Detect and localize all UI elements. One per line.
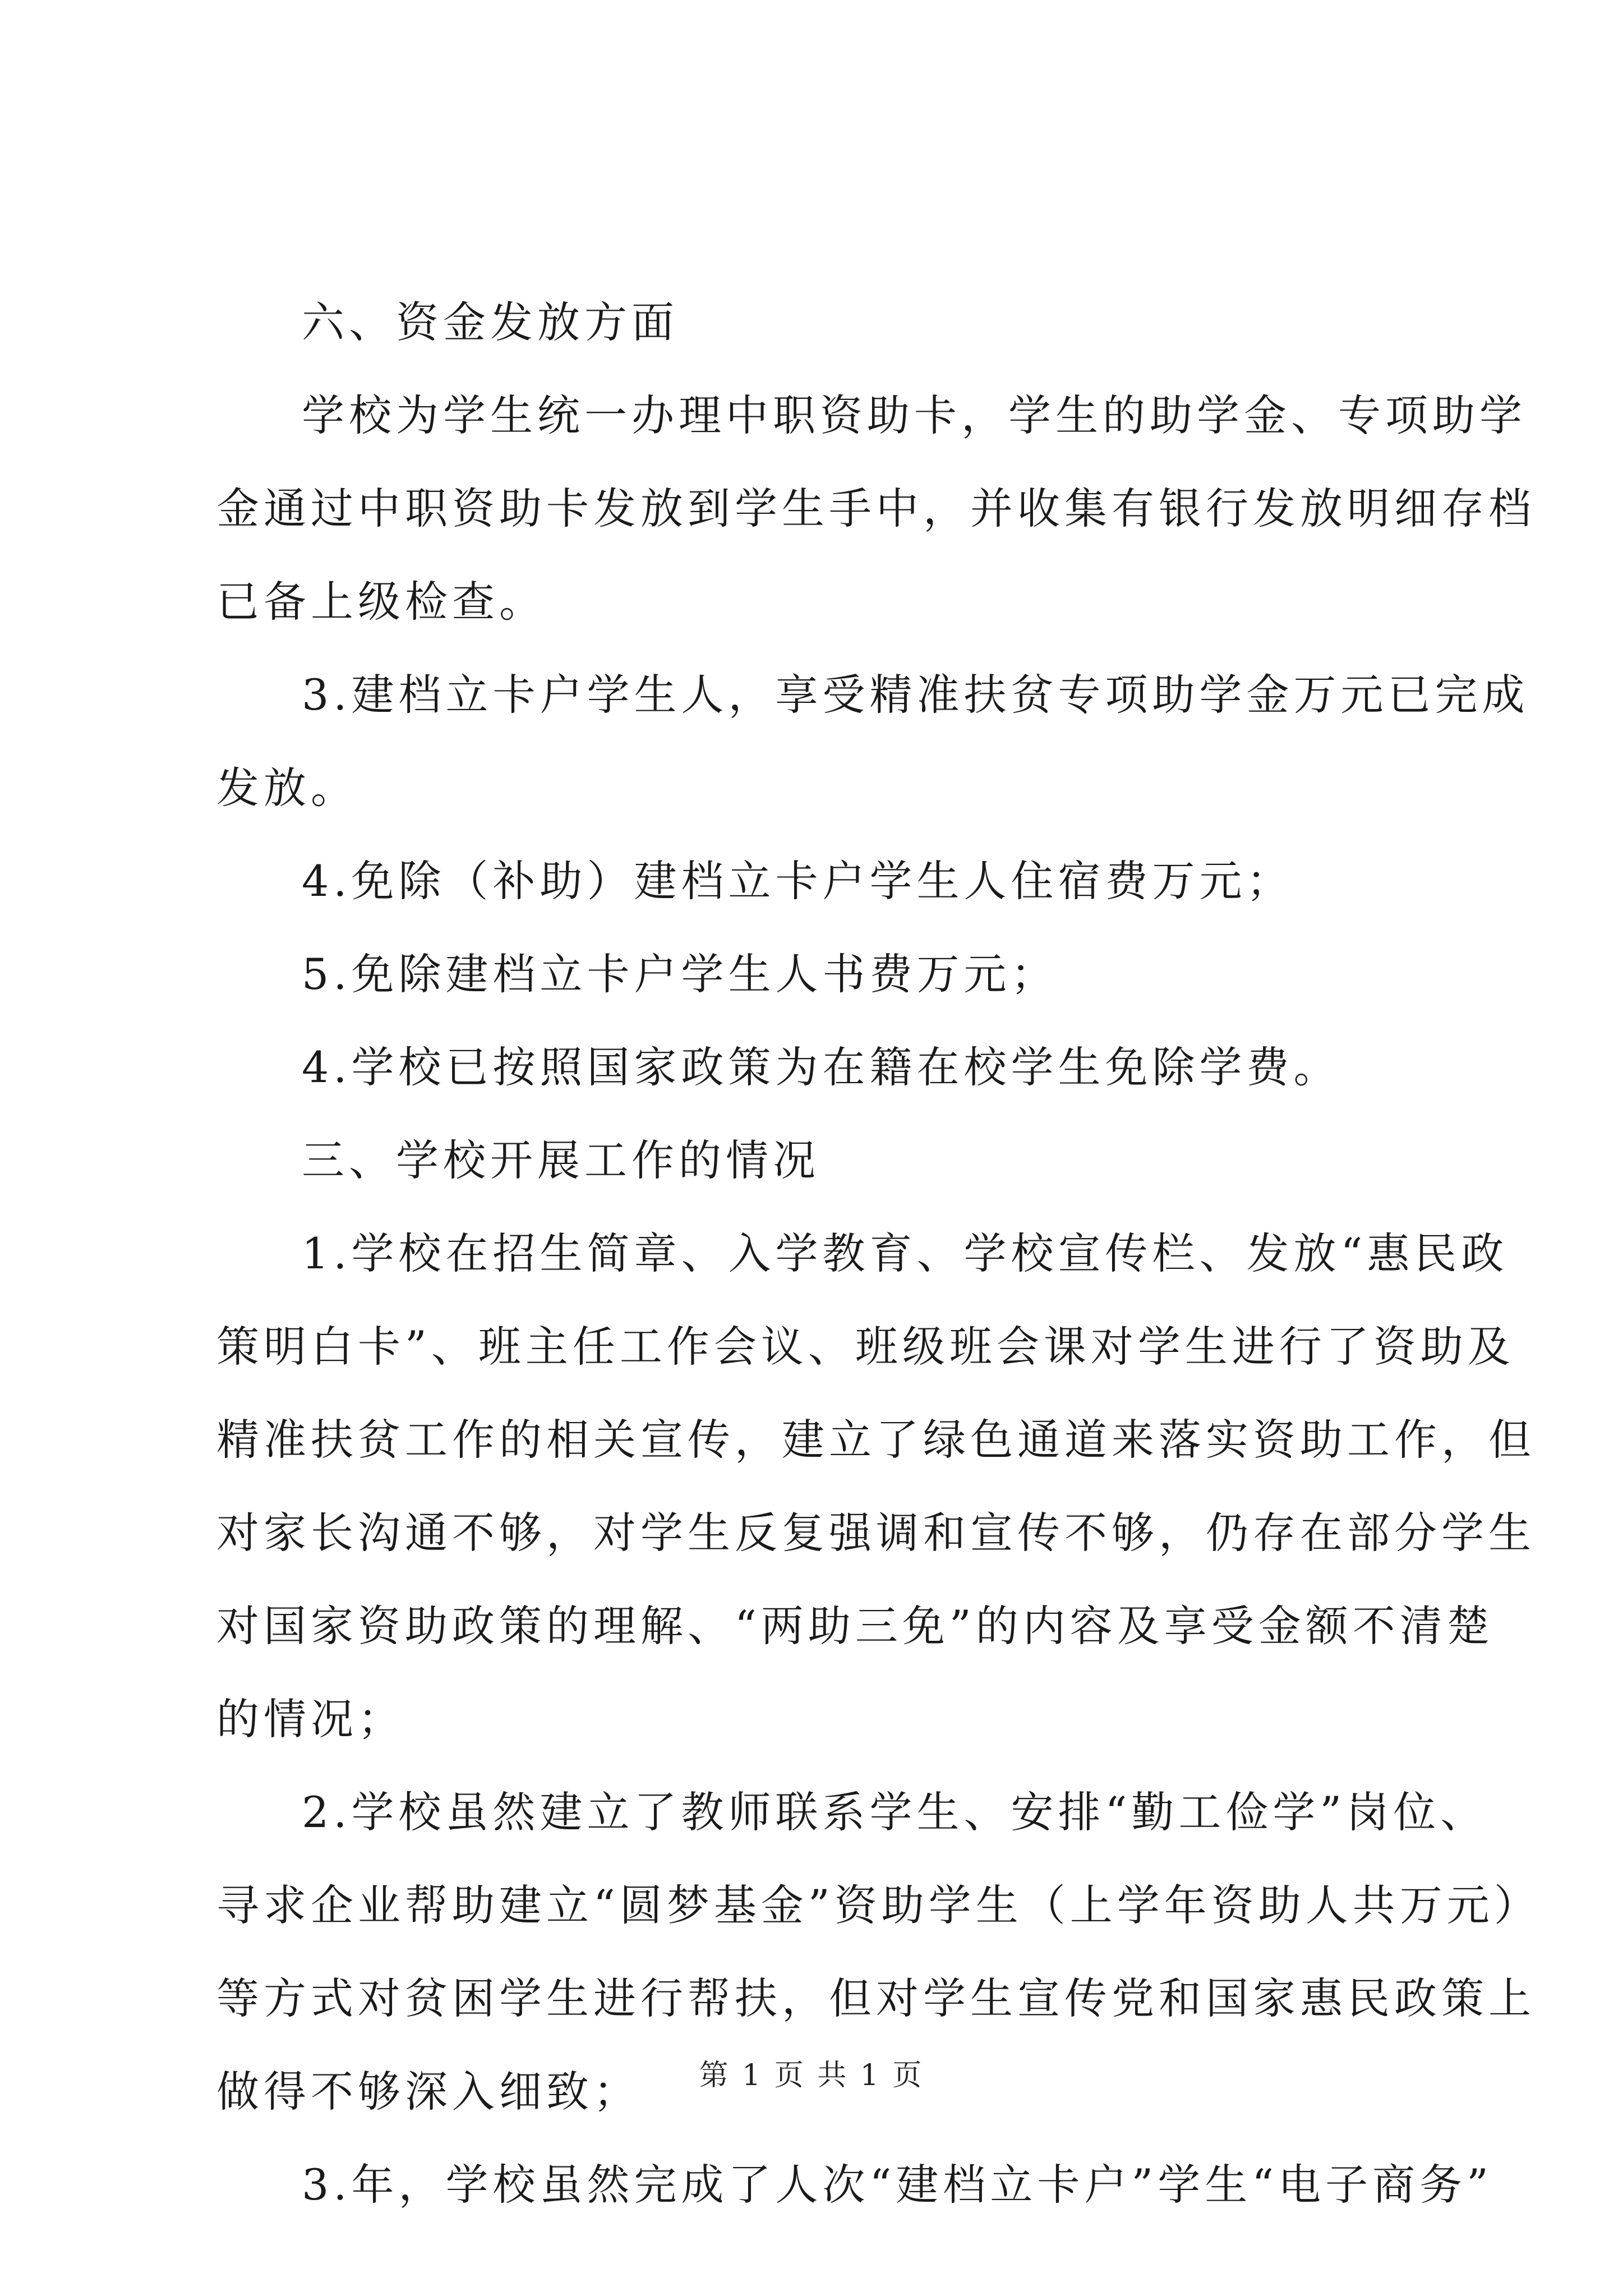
paragraph-line: 对家长沟通不够，对学生反复强调和宣传不够，仍存在部分学生 [216, 1508, 1536, 1558]
paragraph-line: 学校为学生统一办理中职资助卡，学生的助学金、专项助学 [302, 390, 1527, 440]
paragraph-line: 5.免除建档立卡户学生人书费万元； [302, 949, 1058, 999]
paragraph-line: 3.年，学校虽然完成了人次“建档立卡户”学生“电子商务” [302, 2160, 1493, 2210]
paragraph-line: 4.学校已按照国家政策为在籍在校学生免除学费。 [302, 1042, 1341, 1092]
paragraph-line: 金通过中职资助卡发放到学生手中，并收集有银行发放明细存档 [216, 484, 1536, 533]
section-heading-school-work: 三、学校开展工作的情况 [302, 1135, 820, 1185]
paragraph-line: 4.免除（补助）建档立卡户学生人住宿费万元； [302, 856, 1294, 906]
paragraph-line: 1.学校在招生简章、入学教育、学校宣传栏、发放“惠民政 [302, 1228, 1509, 1278]
paragraph-line: 已备上级检查。 [216, 577, 546, 627]
paragraph-line: 的情况； [216, 1694, 405, 1744]
paragraph-line: 发放。 [216, 763, 358, 813]
paragraph-line: 2.学校虽然建立了教师联系学生、安排“勤工俭学”岗位、 [302, 1787, 1488, 1837]
paragraph-line: 对国家资助政策的理解、“两助三免”的内容及享受金额不清楚 [216, 1601, 1494, 1651]
paragraph-line: 3.建档立卡户学生人，享受精准扶贫专项助学金万元已完成 [302, 670, 1529, 720]
paragraph-line: 策明白卡”、班主任工作会议、班级班会课对学生进行了资助及 [216, 1322, 1515, 1372]
paragraph-line: 等方式对贫困学生进行帮扶，但对学生宣传党和国家惠民政策上 [216, 1973, 1536, 2023]
section-heading-funding: 六、资金发放方面 [302, 297, 679, 347]
paragraph-line: 做得不够深入细致； [216, 2067, 640, 2116]
paragraph-line: 寻求企业帮助建立“圆梦基金”资助学生（上学年资助人共万元） [216, 1880, 1541, 1930]
page-footer: 第 1 页 共 1 页 [699, 2059, 924, 2092]
paragraph-line: 精准扶贫工作的相关宣传，建立了绿色通道来落实资助工作，但 [216, 1415, 1536, 1465]
